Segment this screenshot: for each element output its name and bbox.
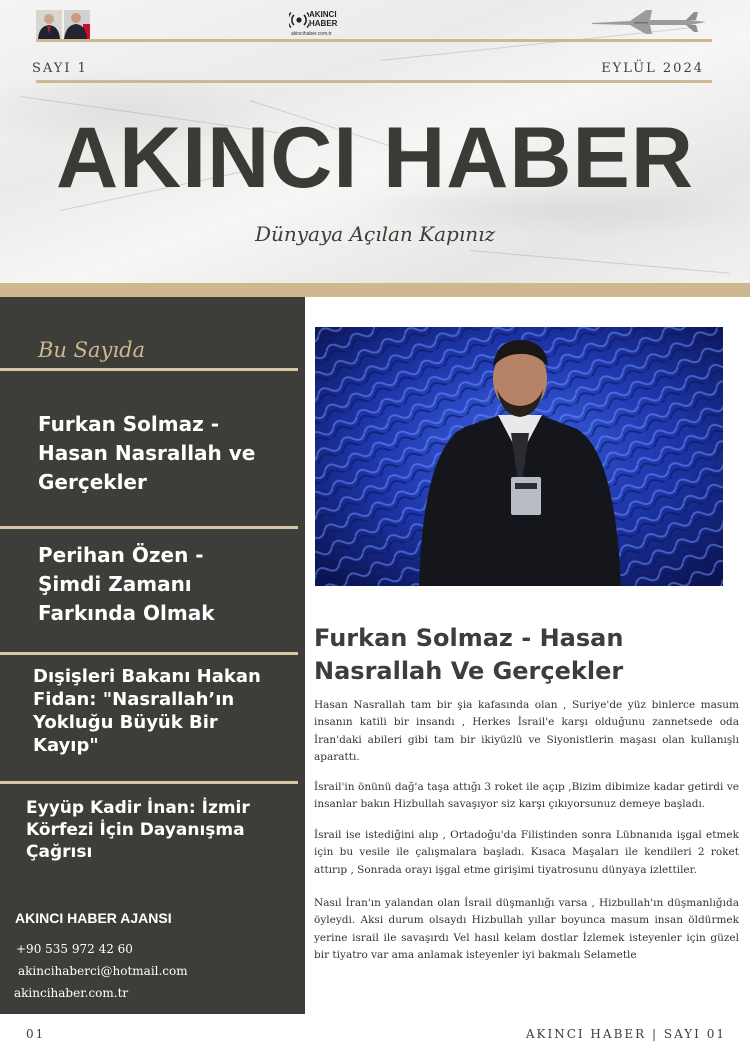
issue-label: SAYI 1 <box>32 61 88 76</box>
contents-item-line: Hasan Nasrallah ve <box>38 441 256 465</box>
contents-item-line: Kayıp" <box>33 735 99 756</box>
contents-item-line: Körfezi İçin Dayanışma <box>26 820 245 840</box>
contact-email[interactable]: akincihaberci@hotmail.com <box>18 964 188 978</box>
logo-line-2: HABER <box>309 19 338 28</box>
article-headline <box>314 622 734 688</box>
masthead-header <box>0 0 750 283</box>
contents-item-line: Eyyüp Kadir İnan: İzmir <box>26 798 250 818</box>
article-paragraph-3: İsrail ise istediğini alıp , Ortadoğu'da Filistinden sonra Lübnanıda işgal etmek için bu vesile ile çalışmalara başladı. Kısaca Maşaları ile kendileri 2 roket attırıp , Sonrada orayı işgal etme girişimi tiyatrosunu dünyaya izlettiler. <box>314 829 739 876</box>
issue-date: EYLÜL 2024 <box>601 61 704 76</box>
sidebar-rule <box>0 368 298 371</box>
article-paragraph-2: İsrail'in önünü dağ'a taşa attığı 3 roket ile açıp ,Bizim dibimize kadar getirdi ve insanlar bakın Hizbullah savaşıyor siz karşı çıkıyorsunuz demeye başladı. <box>314 781 739 811</box>
contents-item-line: Çağrısı <box>26 842 93 862</box>
agency-name: AKINCI HABER AJANSI <box>15 910 172 926</box>
header-top-rule <box>36 39 712 42</box>
contents-item-line: Furkan Solmaz - <box>38 412 220 436</box>
contents-item-line: Yokluğu Büyük Bir <box>33 712 218 733</box>
contents-item-line: Gerçekler <box>38 470 147 494</box>
sidebar-rule <box>0 652 298 655</box>
sidebar-rule <box>0 526 298 529</box>
contact-website[interactable]: akincihaber.com.tr <box>14 986 129 1000</box>
contents-item-4[interactable] <box>26 797 250 863</box>
fighter-jet-illustration <box>590 6 708 36</box>
page-number: 01 <box>26 1027 46 1041</box>
author-photo <box>315 327 723 586</box>
contents-item-3[interactable] <box>33 665 261 757</box>
contents-sidebar <box>0 297 305 1014</box>
contents-item-line: Fidan: "Nasrallah’ın <box>33 689 235 710</box>
contents-item-line: Farkında Olmak <box>38 601 215 625</box>
portrait-photo-1 <box>36 10 62 39</box>
headline-line: Furkan Solmaz - Hasan <box>314 624 624 652</box>
logo-wordmark <box>309 10 337 28</box>
logo-line-1: AKINCI <box>309 10 337 19</box>
contact-phone[interactable]: +90 535 972 42 60 <box>16 942 133 956</box>
header-sub-rule <box>36 80 712 83</box>
masthead-title: AKINCI HABER <box>56 110 694 206</box>
headline-line: Nasrallah Ve Gerçekler <box>314 657 624 685</box>
portrait-photo-2 <box>64 10 90 39</box>
contents-item-1[interactable] <box>38 410 255 497</box>
contents-item-line: Dışişleri Bakanı Hakan <box>33 666 261 687</box>
contents-item-line: Şimdi Zamanı <box>38 572 192 596</box>
tagline: Dünyaya Açılan Kapınız <box>254 222 496 246</box>
article-paragraph-4: Nasıl İran'ın yalandan olan İsrail düşmanlığı varsa , Hizbullah'ın düşmanlığıda öyleydi. Aksi durum olsaydı Hizbullah yıllar boyunca masum insan öldürmek yerine israil ile savaşırdı Vel hasıl kelam dostlar İzlemek isteyenler için güzel bir tiyatro var ama anlamak isteyenler iyi bakmalı Selametle <box>314 897 739 961</box>
running-footer: AKINCI HABER | SAYI 01 <box>525 1027 726 1041</box>
article-paragraph-1: Hasan Nasrallah tam bir şia kafasında olan , Suriye'de yüz binlerce masum insanın katili bir insandı , Herkes İsrail'e karşı olduğunu zannetsede oda İran'daki abileri gibi tam bir ikiyüzlü ve Siyonistlerin maşası olan kullanışlı aparattı. <box>314 699 739 763</box>
brand-logo <box>289 8 349 38</box>
logo-url: akincihaber.com.tr <box>291 31 332 37</box>
contents-item-2[interactable] <box>38 541 215 628</box>
contents-item-line: Perihan Özen - <box>38 543 204 567</box>
gold-divider-band <box>0 283 750 297</box>
sidebar-rule <box>0 781 298 784</box>
marble-vein <box>470 250 729 274</box>
sidebar-title: Bu Sayıda <box>38 338 146 362</box>
broadcast-icon <box>289 11 309 29</box>
